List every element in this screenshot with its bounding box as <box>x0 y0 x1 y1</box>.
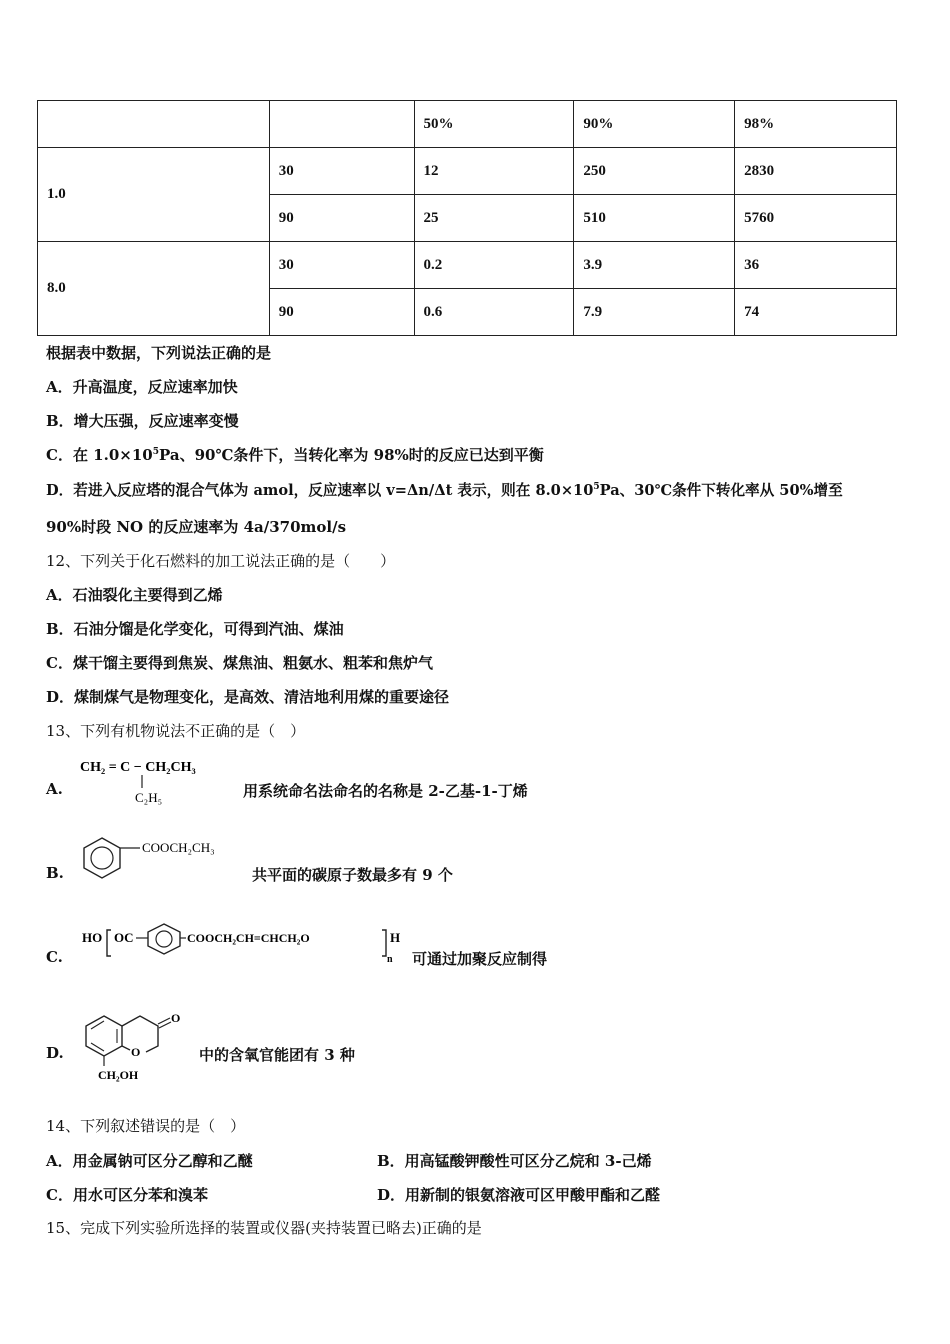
table-cell: 7.9 <box>574 289 735 336</box>
q11-option-d <box>46 479 843 500</box>
table-cell: 0.2 <box>414 242 574 289</box>
q13-option-c-label: C. <box>46 948 63 966</box>
q11-stem: 根据表中数据，下列说法正确的是 <box>46 344 272 362</box>
q13-a-struct-top: CH₂ = C − CH₂CH₃ <box>80 760 196 775</box>
temperature-cell: 90 <box>269 289 414 336</box>
q13-d-struct-ring-o: O <box>131 1045 141 1059</box>
q14-stem: 14、下列叙述错误的是（ ） <box>46 1117 246 1135</box>
q13-b-struct-group: COOCH₂CH₃ <box>142 840 215 855</box>
q11-option-d-exp: 5 <box>593 482 600 493</box>
q13-option-d-text: 中的含氧官能团有 3 种 <box>199 1046 355 1064</box>
q12-option-b: B．石油分馏是化学变化，可得到汽油、煤油 <box>46 620 344 638</box>
temperature-cell: 30 <box>269 242 414 289</box>
q13-option-d-label: D. <box>46 1044 64 1062</box>
table-row <box>38 242 897 289</box>
table-cell: 74 <box>735 289 897 336</box>
table-row <box>38 148 897 195</box>
q11-option-c-pre: C．在 1.0×10 <box>46 446 153 464</box>
q13-c-struct-n: n <box>387 954 393 965</box>
q13-b-structure <box>78 832 253 888</box>
q12-option-a: A．石油裂化主要得到乙烯 <box>46 586 223 604</box>
q15-stem: 15、完成下列实验所选择的装置或仪器(夹持装置已略去)正确的是 <box>46 1219 482 1237</box>
q13-d-struct-keto-o: O <box>171 1011 181 1025</box>
q11-option-a: A．升高温度，反应速率加快 <box>46 378 238 396</box>
q13-d-structure <box>82 1004 197 1086</box>
q13-option-a-text: 用系统命名法命名的名称是 2-乙基-1-丁烯 <box>243 782 528 800</box>
table-cell: 3.9 <box>574 242 735 289</box>
q13-a-structure <box>80 756 245 812</box>
q13-d-struct-sub: CH₂OH <box>98 1068 139 1082</box>
q11-option-d-post: Pa、30℃条件下转化率从 50%增至 <box>599 482 843 499</box>
table-cell: 36 <box>735 242 897 289</box>
table-header-cell: 90% <box>574 101 735 148</box>
pressure-cell: 8.0 <box>38 242 270 336</box>
q12-option-c: C．煤干馏主要得到焦炭、煤焦油、粗氨水、粗苯和焦炉气 <box>46 654 433 672</box>
table-header-cell <box>38 101 270 148</box>
q13-option-b-label: B. <box>46 864 64 882</box>
q13-c-struct-oc: OC <box>114 930 134 945</box>
q11-option-c-post: Pa、90℃条件下，当转化率为 98%时的反应已达到平衡 <box>158 446 544 464</box>
table-cell: 510 <box>574 195 735 242</box>
q13-c-struct-h: H <box>390 930 401 945</box>
table-cell: 25 <box>414 195 574 242</box>
q14-option-c: C．用水可区分苯和溴苯 <box>46 1186 208 1204</box>
q11-option-d-line2: 90%时段 NO 的反应速率为 4a/370mol/s <box>46 518 347 536</box>
q13-c-struct-left: HO <box>82 930 103 945</box>
q11-option-b: B．增大压强，反应速率变慢 <box>46 412 239 430</box>
table-header-row <box>38 101 897 148</box>
table-header-cell <box>269 101 414 148</box>
q13-option-a-label: A. <box>46 780 63 798</box>
table-header-cell: 50% <box>414 101 574 148</box>
q13-option-b-text: 共平面的碳原子数最多有 9 个 <box>252 866 453 884</box>
table-cell: 0.6 <box>414 289 574 336</box>
table-cell: 250 <box>574 148 735 195</box>
q11-option-c-exp: 5 <box>152 447 159 457</box>
q12-option-d: D．煤制煤气是物理变化，是高效、清洁地利用煤的重要途径 <box>46 688 450 706</box>
table-cell: 5760 <box>735 195 897 242</box>
table-cell: 2830 <box>735 148 897 195</box>
table-cell: 12 <box>414 148 574 195</box>
temperature-cell: 90 <box>269 195 414 242</box>
rate-table <box>37 100 897 336</box>
q11-option-c <box>46 444 544 465</box>
q13-a-struct-sub: C₂H₅ <box>135 790 163 805</box>
benzene-ring-icon <box>148 924 180 954</box>
table-header-cell: 98% <box>735 101 897 148</box>
q13-c-struct-mid: COOCH₂CH=CHCH₂O <box>187 931 310 945</box>
q11-option-d-pre: D．若进入反应塔的混合气体为 amol，反应速率以 v=Δn/Δt 表示，则在 8.0×10 <box>46 482 594 499</box>
q13-c-structure <box>82 918 412 970</box>
q14-option-d: D．用新制的银氨溶液可区甲酸甲酯和乙醛 <box>377 1186 661 1204</box>
q13-stem: 13、下列有机物说法不正确的是（ ） <box>46 722 306 740</box>
q14-option-a: A．用金属钠可区分乙醇和乙醚 <box>46 1152 253 1170</box>
pressure-cell: 1.0 <box>38 148 270 242</box>
q12-stem: 12、下列关于化石燃料的加工说法正确的是（ ） <box>46 552 396 570</box>
q14-option-b: B．用高锰酸钾酸性可区分乙烷和 3-己烯 <box>377 1152 652 1170</box>
temperature-cell: 30 <box>269 148 414 195</box>
benzene-ring-icon <box>84 838 120 878</box>
q13-option-c-text: 可通过加聚反应制得 <box>412 950 548 968</box>
